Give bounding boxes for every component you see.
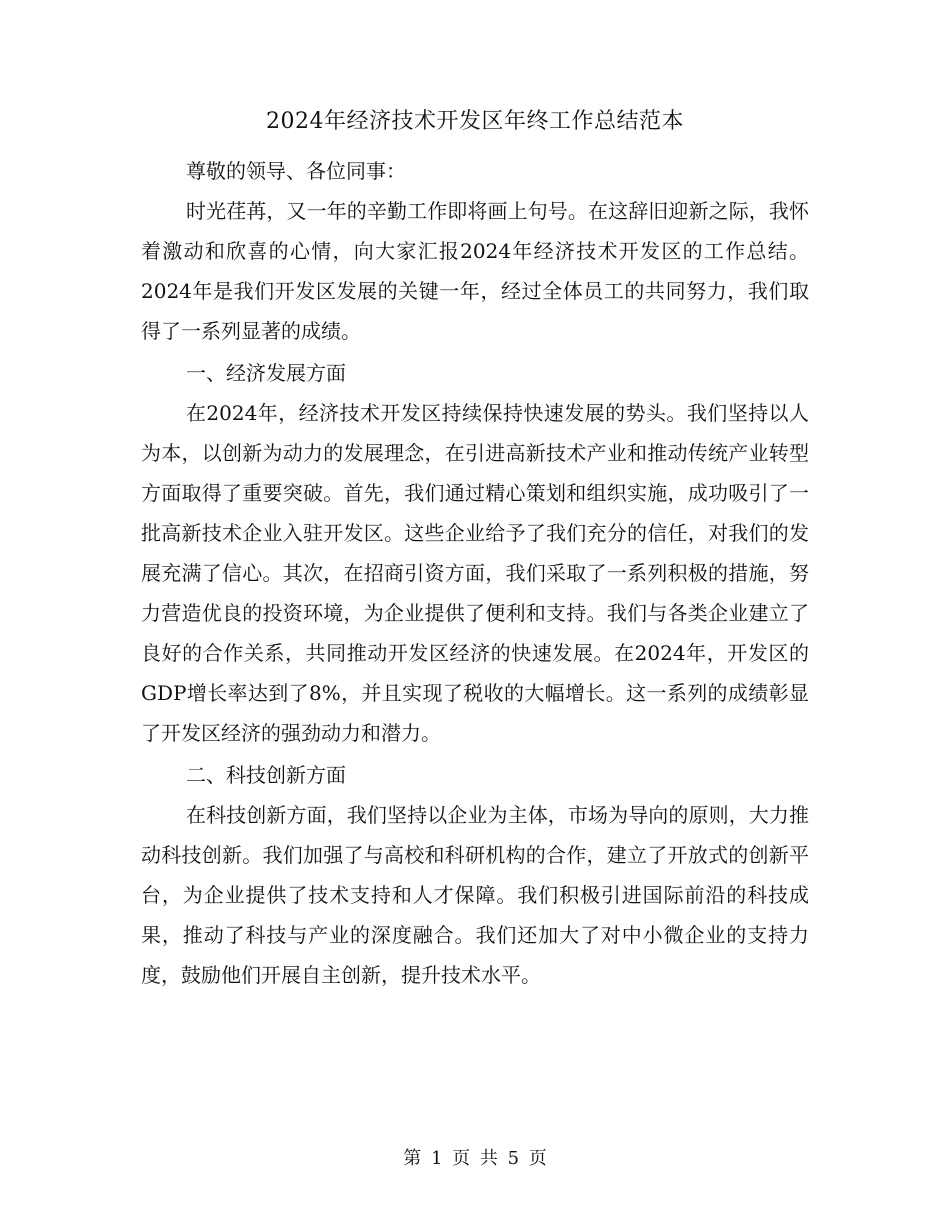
- section-heading-economy: 一、经济发展方面: [186, 361, 346, 385]
- paragraph-economy: 在2024年，经济技术开发区持续保持快速发展的势头。我们坚持以人为本，以创新为动力的发展理念，在引进高新技术产业和推动传统产业转型方面取得了重要突破。首先，我们通过精心策划和组织实施，成功吸引了一批高新技术企业入驻开发区。这些企业给予了我们充分的信任，对我们的发展充满了信心。其次，在招商引资方面，我们采取了一系列积极的措施，努力营造优良的投资环境，为企业提供了便利和支持。我们与各类企业建立了良好的合作关系，共同推动开发区经济的快速发展。在2024年，开发区的GDP增长率达到了8%，并且实现了税收的大幅增长。这一系列的成绩彰显了开发区经济的强劲动力和潜力。: [141, 401, 809, 745]
- paragraph-innovation: 在科技创新方面，我们坚持以企业为主体，市场为导向的原则，大力推动科技创新。我们加强了与高校和科研机构的合作，建立了开放式的创新平台，为企业提供了技术支持和人才保障。我们积极引进国际前沿的科技成果，推动了科技与产业的深度融合。我们还加大了对中小微企业的支持力度，鼓励他们开展自主创新，提升技术水平。: [141, 803, 809, 987]
- document-title: 2024年经济技术开发区年终工作总结范本: [266, 109, 684, 134]
- salutation: 尊敬的领导、各位同事：: [186, 159, 406, 183]
- document-body: [141, 151, 809, 995]
- paragraph-intro: 时光荏苒，又一年的辛勤工作即将画上句号。在这辞旧迎新之际，我怀着激动和欣喜的心情，向大家汇报2024年经济技术开发区的工作总结。2024年是我们开发区发展的关键一年，经过全体员工的共同努力，我们取得了一系列显著的成绩。: [141, 199, 809, 343]
- page-number: 第 1 页 共 5 页: [403, 1148, 547, 1169]
- section-heading-innovation: 二、科技创新方面: [186, 763, 346, 787]
